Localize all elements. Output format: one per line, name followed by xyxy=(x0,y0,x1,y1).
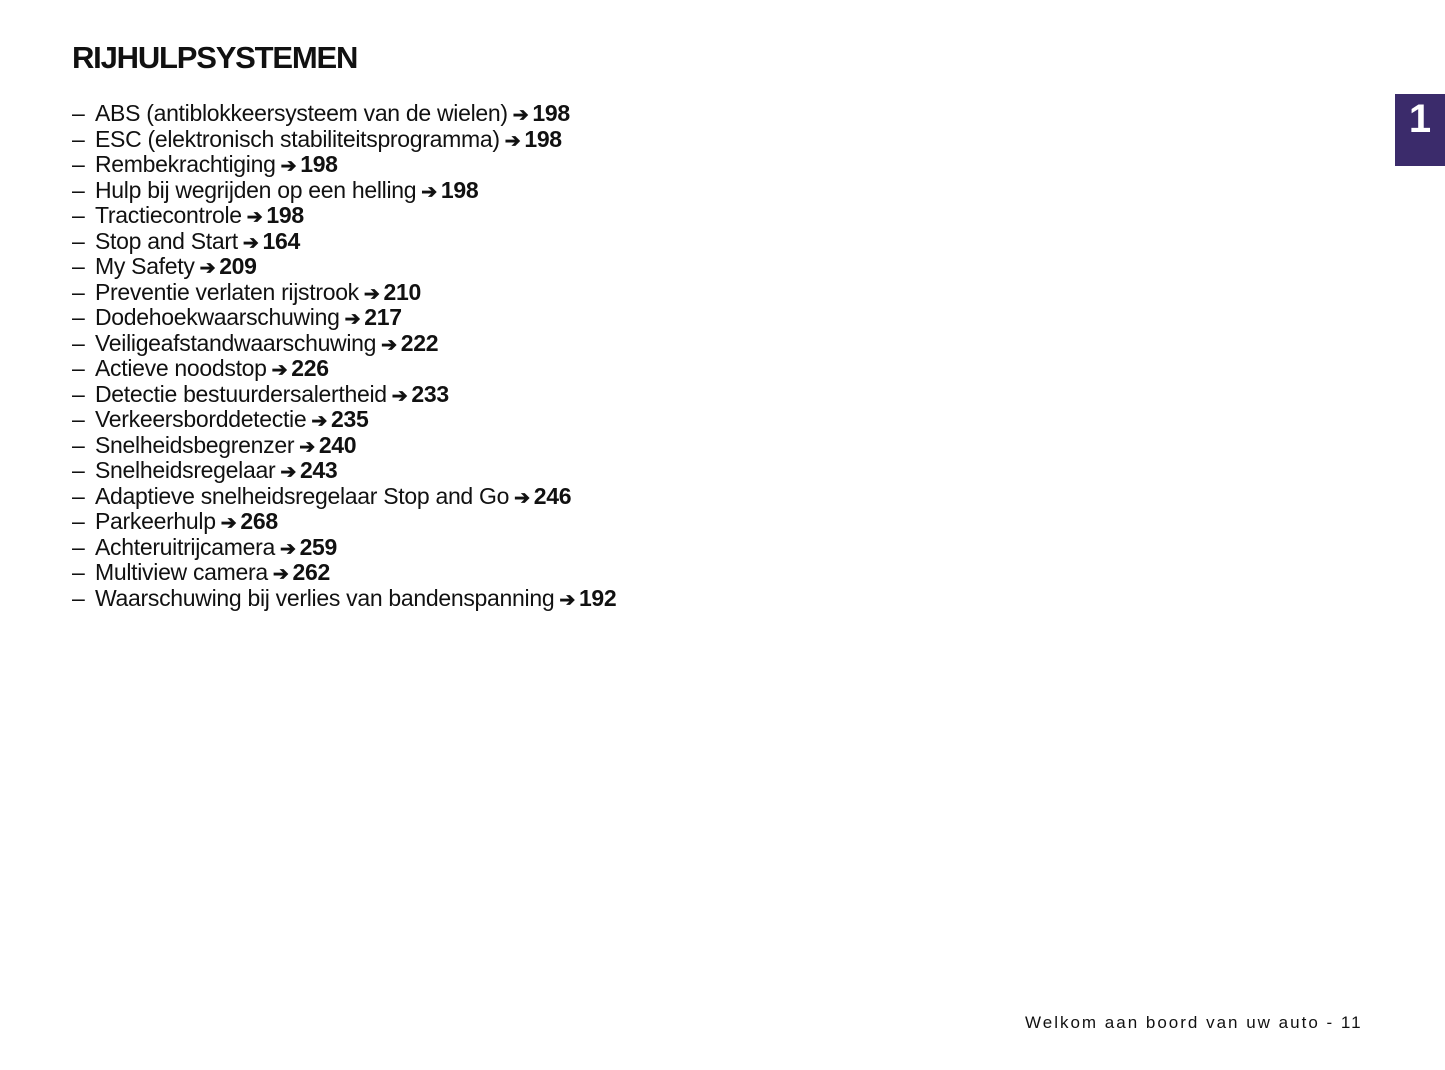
list-item xyxy=(72,203,616,229)
item-label: Actieve noodstop xyxy=(95,355,267,381)
list-item xyxy=(72,254,616,280)
page-reference[interactable]: 246 xyxy=(533,482,572,509)
arrow-right-icon: ➔ xyxy=(512,105,529,126)
item-label: Snelheidsbegrenzer xyxy=(95,431,295,458)
arrow-right-icon: ➔ xyxy=(271,360,288,381)
item-label: Snelheidsregelaar xyxy=(95,457,276,483)
page-reference[interactable]: 233 xyxy=(411,380,449,407)
page-title: RIJHULPSYSTEMEN xyxy=(72,40,358,75)
driving-aids-list xyxy=(72,101,616,611)
page-reference[interactable]: 198 xyxy=(266,202,304,228)
dash-bullet: – xyxy=(72,482,85,509)
list-item xyxy=(72,433,616,459)
arrow-right-icon: ➔ xyxy=(344,309,361,330)
arrow-right-icon: ➔ xyxy=(280,156,297,177)
dash-bullet: – xyxy=(72,355,85,381)
dash-bullet: – xyxy=(72,125,85,152)
dash-bullet: – xyxy=(72,533,85,560)
page-reference[interactable]: 217 xyxy=(364,304,402,330)
item-label: Multiview camera xyxy=(95,559,268,585)
item-label: Veiligeafstandwaarschuwing xyxy=(95,329,377,356)
arrow-right-icon: ➔ xyxy=(246,207,263,228)
page-reference[interactable]: 226 xyxy=(291,355,329,381)
page-reference[interactable]: 198 xyxy=(524,125,562,152)
page-reference[interactable]: 268 xyxy=(240,508,278,534)
item-label: ABS (antiblokkeersysteem van de wielen) xyxy=(95,100,508,126)
item-label: Detectie bestuurdersalertheid xyxy=(95,380,387,407)
page-reference[interactable]: 209 xyxy=(219,253,257,279)
arrow-right-icon: ➔ xyxy=(299,436,315,458)
list-item xyxy=(72,509,616,535)
list-item xyxy=(72,101,616,127)
chapter-tab: 1 xyxy=(1395,94,1445,166)
dash-bullet: – xyxy=(72,329,85,356)
dash-bullet: – xyxy=(72,253,85,279)
dash-bullet: – xyxy=(72,380,85,407)
page-reference[interactable]: 198 xyxy=(300,151,338,177)
page-reference[interactable]: 210 xyxy=(383,278,421,305)
dash-bullet: – xyxy=(72,457,85,483)
page-reference[interactable]: 235 xyxy=(330,406,369,432)
page-reference[interactable]: 198 xyxy=(440,176,479,203)
arrow-right-icon: ➔ xyxy=(199,258,216,279)
dash-bullet: – xyxy=(72,406,85,432)
dash-bullet: – xyxy=(72,151,85,177)
list-item xyxy=(72,331,616,357)
dash-bullet: – xyxy=(72,584,85,611)
list-item xyxy=(72,280,616,306)
list-item xyxy=(72,458,616,484)
item-label: Rembekrachtiging xyxy=(95,151,276,177)
dash-bullet: – xyxy=(72,100,85,126)
list-item xyxy=(72,127,616,153)
dash-bullet: – xyxy=(72,176,85,203)
arrow-right-icon: ➔ xyxy=(272,564,289,585)
list-item xyxy=(72,152,616,178)
dash-bullet: – xyxy=(72,431,85,458)
item-label: Verkeersborddetectie xyxy=(95,406,307,432)
arrow-right-icon: ➔ xyxy=(220,513,237,534)
page-reference[interactable]: 222 xyxy=(400,329,439,356)
page-reference[interactable]: 164 xyxy=(262,227,300,254)
dash-bullet: – xyxy=(72,304,85,330)
dash-bullet: – xyxy=(72,227,85,254)
arrow-right-icon: ➔ xyxy=(280,462,296,483)
item-label: Adaptieve snelheidsregelaar Stop and Go xyxy=(95,482,510,509)
item-label: Parkeerhulp xyxy=(95,508,216,534)
item-label: Stop and Start xyxy=(95,227,238,254)
item-label: ESC (elektronisch stabiliteitsprogramma) xyxy=(95,125,500,152)
item-label: Hulp bij wegrijden op een helling xyxy=(95,176,417,203)
item-label: My Safety xyxy=(95,253,195,279)
page-reference[interactable]: 243 xyxy=(299,457,338,483)
item-label: Dodehoekwaarschuwing xyxy=(95,304,340,330)
list-item xyxy=(72,560,616,586)
list-item xyxy=(72,586,616,612)
arrow-right-icon: ➔ xyxy=(504,130,521,152)
page-reference[interactable]: 198 xyxy=(532,100,570,126)
arrow-right-icon: ➔ xyxy=(279,538,296,560)
arrow-right-icon: ➔ xyxy=(381,334,397,356)
page-reference[interactable]: 240 xyxy=(318,431,357,458)
list-item xyxy=(72,407,616,433)
item-label: Waarschuwing bij verlies van bandenspanning xyxy=(95,584,555,611)
arrow-right-icon: ➔ xyxy=(559,589,575,611)
arrow-right-icon: ➔ xyxy=(391,385,408,407)
arrow-right-icon: ➔ xyxy=(311,411,327,432)
list-item xyxy=(72,484,616,510)
item-label: Tractiecontrole xyxy=(95,202,242,228)
arrow-right-icon: ➔ xyxy=(242,232,259,254)
item-label: Preventie verlaten rijstrook xyxy=(95,278,359,305)
arrow-right-icon: ➔ xyxy=(514,487,530,509)
arrow-right-icon: ➔ xyxy=(363,283,380,305)
list-item xyxy=(72,535,616,561)
list-item xyxy=(72,356,616,382)
page-reference[interactable]: 262 xyxy=(292,559,330,585)
dash-bullet: – xyxy=(72,508,85,534)
list-item xyxy=(72,178,616,204)
list-item xyxy=(72,305,616,331)
list-item xyxy=(72,229,616,255)
page-footer: Welkom aan boord van uw auto - 11 xyxy=(1025,1013,1363,1032)
item-label: Achteruitrijcamera xyxy=(95,533,275,560)
page-reference[interactable]: 192 xyxy=(578,584,617,611)
dash-bullet: – xyxy=(72,278,85,305)
page-reference[interactable]: 259 xyxy=(299,533,338,560)
dash-bullet: – xyxy=(72,559,85,585)
arrow-right-icon: ➔ xyxy=(421,181,437,203)
dash-bullet: – xyxy=(72,202,85,228)
list-item xyxy=(72,382,616,408)
